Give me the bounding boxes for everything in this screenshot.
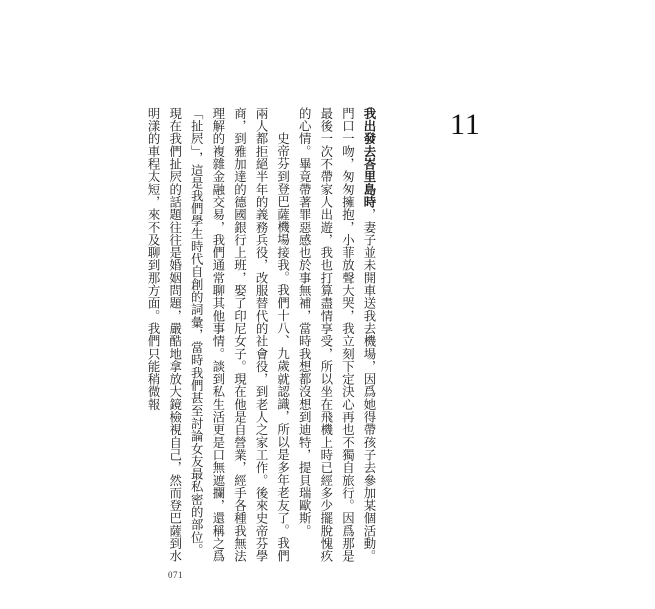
paragraph-1-text: ，妻子並未開車送我去機場，因爲她得帶孩子去參加某個活動。門口一吻，匆匆擁抱，小菲放聲大哭，我立刻下定決心再也不獨自旅行。因爲那是最後一次不帶家人出遊，我也打算盡情享受，所以坐在飛機上時已經多少擺脫愧疚的心情。畢竟帶著罪惡感也於事無補，當時我想都沒想到迪特，提貝瑞歐斯。	[297, 107, 377, 563]
paragraph-lead: 我出發去峇里島時	[362, 107, 377, 209]
chapter-number: 11	[450, 108, 481, 141]
body-text	[142, 107, 380, 567]
paragraph-2: 史帝芬到登巴薩機場接我。我們十八、九歲就認識，所以是多年老友了。我們兩人都拒絕半年的義務兵役，改服替代的社會役，到老人之家工作。後來史帝芬學商，到雅加達的德國銀行上班，娶了印尼女子。現在他是自營業，經手各種我無法理解的複雜金融交易，我們通常聊其他事情。談到私生活更是口無遮攔，還稱之爲「扯屄」，這是我們學生時代自創的詞彙，當時我們甚至討論女友最私密的部位。現在我們扯屄的話題往往是婚姻問題，嚴酷地拿放大鏡檢視自己，然而登巴薩到水明漾的車程太短，來不及聊到那方面。我們只能稍微報	[146, 107, 291, 563]
page-number: 071	[168, 570, 183, 580]
paragraph-1	[294, 107, 380, 567]
